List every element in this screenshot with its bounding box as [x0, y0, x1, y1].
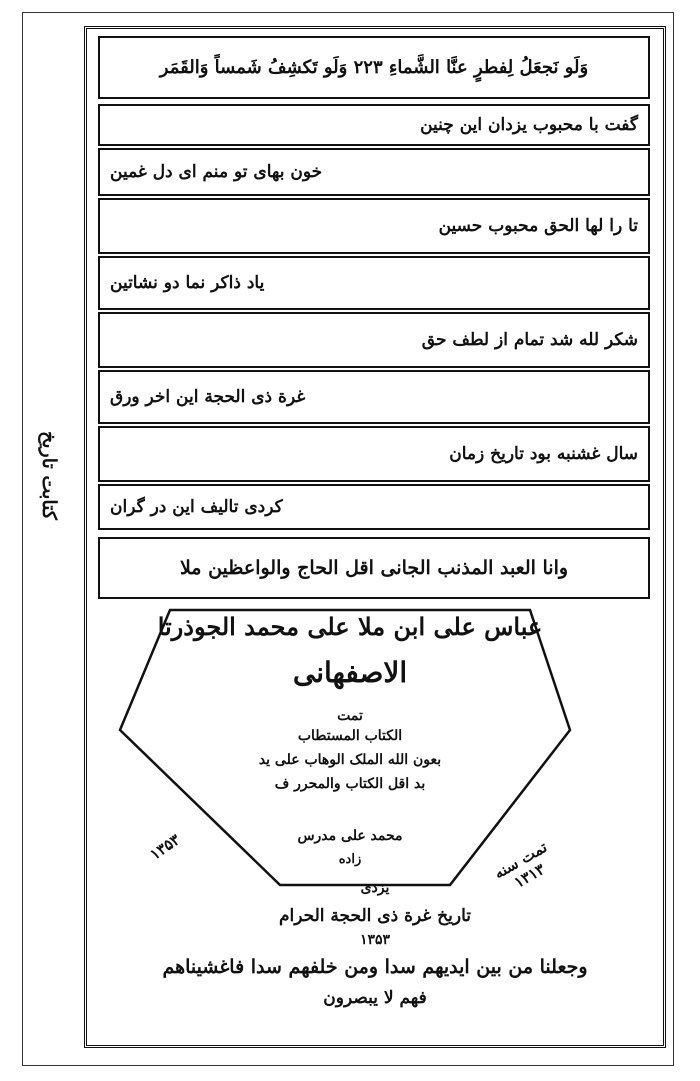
colophon-line-3: بد اقل الکتاب والمحرر ف — [274, 776, 426, 792]
verse-bottom-1: وجعلنا من بین ایدیهم سدا ومن خلفهم سدا فاغشیناهم — [162, 956, 588, 978]
poem-row-6 — [98, 370, 650, 424]
nisba: الاصفهانی — [292, 656, 408, 689]
poem-line-4: یاد ذاکر نما دو نشاتین — [110, 273, 265, 293]
date-line: تاریخ غرة ذی الحجة الحرام — [278, 906, 472, 926]
poem-row-5 — [98, 312, 650, 368]
poem-line-6: غرة ذی الحجة این اخر ورق — [110, 387, 306, 407]
poem-row-2 — [98, 148, 650, 196]
yazdi: یزدی — [360, 880, 390, 896]
tammat: تمت — [337, 708, 363, 724]
poem-line-8: کردی تالیف این در گران — [110, 497, 283, 517]
colophon-line-4: محمد علی مدرس — [297, 828, 403, 844]
verse-top-text: وَلَو نَجعَلُ لِفطرٍ عنَّا الشَّماءِ ۲۲۳ وَلَو تَكشِفُ شَمساً وَالقَمَر — [159, 57, 589, 78]
date-right: تمت سنه ۱۳۱۳ — [490, 837, 551, 892]
author-row — [98, 537, 650, 599]
poem-line-5: شکر لله شد تمام از لطف حق — [421, 330, 638, 350]
date-year: ۱۳۵۳ — [359, 932, 391, 948]
poem-row-4 — [98, 256, 650, 310]
verse-top — [98, 36, 650, 99]
poem-row-8 — [98, 484, 650, 530]
colophon-line-5: زاده — [338, 852, 362, 867]
side-note: کتابت تاریخ — [38, 430, 60, 520]
poem-row-1 — [98, 104, 650, 146]
poem-row-3 — [98, 198, 650, 254]
author-line: وانا العبد المذنب الجانی اقل الحاج والواعظین ملا — [179, 557, 569, 579]
poem-line-3: تا را لها الحق محبوب حسین — [438, 216, 638, 236]
verse-bottom-2: فهم لا یبصرون — [323, 988, 427, 1008]
date-left: ۱۳۵۳ — [146, 830, 184, 864]
poem-row-7 — [98, 426, 650, 482]
poem-line-2: خون بهای تو منم ای دل غمین — [110, 162, 323, 182]
poem-line-1: گفت با محبوب یزدان این چنین — [420, 115, 638, 135]
author-name: عباس علی ابن ملا علی محمد الجوذرتا — [157, 612, 543, 641]
colophon-line-1: الکتاب المستطاب — [297, 728, 403, 744]
colophon-line-2: بعون الله الملک الوهاب علی ید — [258, 752, 442, 768]
poem-line-7: سال غشنبه بود تاریخ زمان — [449, 444, 638, 464]
